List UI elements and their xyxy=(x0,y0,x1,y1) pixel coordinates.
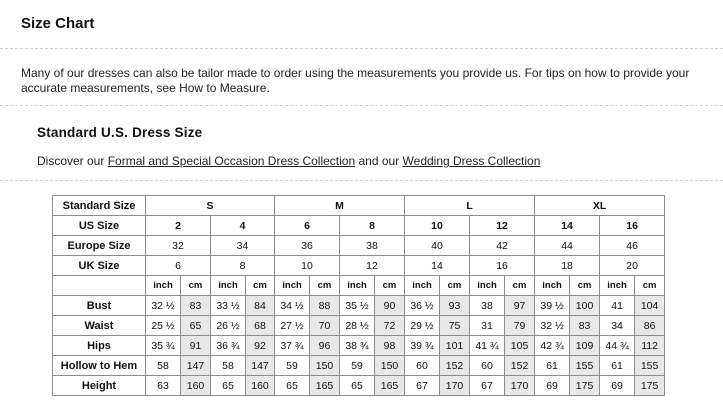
row-label: Standard Size xyxy=(53,196,146,216)
row-label: Hips xyxy=(53,336,146,356)
unit-inch: inch xyxy=(470,276,505,296)
size-value: 16 xyxy=(600,216,665,236)
size-value: 16 xyxy=(470,256,535,276)
uk-size-row xyxy=(53,256,665,276)
cm-value: 112 xyxy=(635,336,665,356)
size-value: 36 xyxy=(275,236,340,256)
unit-cm: cm xyxy=(440,276,470,296)
cm-value: 152 xyxy=(505,356,535,376)
cm-value: 170 xyxy=(440,376,470,396)
inch-value: 65 xyxy=(275,376,310,396)
cm-value: 147 xyxy=(181,356,211,376)
cm-value: 79 xyxy=(505,316,535,336)
inch-value: 39 ¾ xyxy=(405,336,440,356)
cm-value: 109 xyxy=(570,336,600,356)
unit-cm: cm xyxy=(505,276,535,296)
cm-value: 150 xyxy=(310,356,340,376)
size-chart-table xyxy=(52,195,665,396)
measurement-row xyxy=(53,296,665,316)
wedding-collection-link[interactable]: Wedding Dress Collection xyxy=(402,154,541,168)
inch-value: 44 ¾ xyxy=(600,336,635,356)
divider xyxy=(0,48,723,49)
inch-value: 34 ½ xyxy=(275,296,310,316)
inch-value: 60 xyxy=(470,356,505,376)
cm-value: 105 xyxy=(505,336,535,356)
units-row xyxy=(53,276,665,296)
inch-value: 65 xyxy=(211,376,246,396)
unit-cm: cm xyxy=(310,276,340,296)
size-value: 2 xyxy=(146,216,211,236)
row-label: US Size xyxy=(53,216,146,236)
europe-size-row xyxy=(53,236,665,256)
inch-value: 35 ¾ xyxy=(146,336,181,356)
unit-inch: inch xyxy=(275,276,310,296)
size-value: 34 xyxy=(211,236,275,256)
size-value: 42 xyxy=(470,236,535,256)
size-value: 14 xyxy=(405,256,470,276)
cm-value: 101 xyxy=(440,336,470,356)
row-label: UK Size xyxy=(53,256,146,276)
cm-value: 152 xyxy=(440,356,470,376)
row-label: Waist xyxy=(53,316,146,336)
size-value: 20 xyxy=(600,256,665,276)
inch-value: 63 xyxy=(146,376,181,396)
inch-value: 42 ¾ xyxy=(535,336,570,356)
cm-value: 90 xyxy=(375,296,405,316)
inch-value: 27 ½ xyxy=(275,316,310,336)
inch-value: 41 ¾ xyxy=(470,336,505,356)
inch-value: 29 ½ xyxy=(405,316,440,336)
inch-value: 34 xyxy=(600,316,635,336)
cm-value: 83 xyxy=(181,296,211,316)
size-value: 46 xyxy=(600,236,665,256)
unit-cm: cm xyxy=(181,276,211,296)
row-label: Bust xyxy=(53,296,146,316)
cm-value: 98 xyxy=(375,336,405,356)
inch-value: 38 ¾ xyxy=(340,336,375,356)
cm-value: 155 xyxy=(570,356,600,376)
unit-inch: inch xyxy=(340,276,375,296)
size-value: 10 xyxy=(405,216,470,236)
inch-value: 60 xyxy=(405,356,440,376)
size-value: 6 xyxy=(146,256,211,276)
and-our-text: and our xyxy=(358,154,400,168)
cm-value: 97 xyxy=(505,296,535,316)
size-value: 8 xyxy=(211,256,275,276)
unit-cm: cm xyxy=(635,276,665,296)
cm-value: 68 xyxy=(246,316,275,336)
cm-value: 70 xyxy=(310,316,340,336)
cm-value: 86 xyxy=(635,316,665,336)
cm-value: 175 xyxy=(635,376,665,396)
inch-value: 59 xyxy=(340,356,375,376)
unit-inch: inch xyxy=(211,276,246,296)
size-value: 6 xyxy=(275,216,340,236)
inch-value: 58 xyxy=(146,356,181,376)
size-group-l: L xyxy=(405,196,535,216)
inch-value: 69 xyxy=(600,376,635,396)
measurement-row xyxy=(53,316,665,336)
cm-value: 165 xyxy=(310,376,340,396)
size-value: 4 xyxy=(211,216,275,236)
cm-value: 96 xyxy=(310,336,340,356)
size-value: 8 xyxy=(340,216,405,236)
inch-value: 67 xyxy=(405,376,440,396)
cm-value: 75 xyxy=(440,316,470,336)
cm-value: 100 xyxy=(570,296,600,316)
size-value: 12 xyxy=(340,256,405,276)
collections-line xyxy=(37,154,540,168)
formal-collection-link[interactable]: Formal and Special Occasion Dress Collection xyxy=(107,154,356,168)
inch-value: 69 xyxy=(535,376,570,396)
inch-value: 37 ¾ xyxy=(275,336,310,356)
inch-value: 41 xyxy=(600,296,635,316)
cm-value: 72 xyxy=(375,316,405,336)
cm-value: 165 xyxy=(375,376,405,396)
size-value: 14 xyxy=(535,216,600,236)
inch-value: 32 ½ xyxy=(146,296,181,316)
inch-value: 35 ½ xyxy=(340,296,375,316)
cm-value: 150 xyxy=(375,356,405,376)
cm-value: 88 xyxy=(310,296,340,316)
measurement-row xyxy=(53,376,665,396)
cm-value: 147 xyxy=(246,356,275,376)
inch-value: 28 ½ xyxy=(340,316,375,336)
unit-cm: cm xyxy=(570,276,600,296)
page-title: Size Chart xyxy=(21,15,95,32)
cm-value: 93 xyxy=(440,296,470,316)
us-size-row xyxy=(53,216,665,236)
size-value: 32 xyxy=(146,236,211,256)
unit-inch: inch xyxy=(146,276,181,296)
measurement-row xyxy=(53,356,665,376)
divider xyxy=(0,180,723,181)
row-label: Europe Size xyxy=(53,236,146,256)
size-group-xl: XL xyxy=(535,196,665,216)
cm-value: 92 xyxy=(246,336,275,356)
inch-value: 25 ½ xyxy=(146,316,181,336)
inch-value: 67 xyxy=(470,376,505,396)
unit-cm: cm xyxy=(246,276,275,296)
cm-value: 83 xyxy=(570,316,600,336)
intro-text: Many of our dresses can also be tailor made to order using the measurements you provide us. For tips on how to provide your accurate measurements, see How to Measure. xyxy=(21,66,690,95)
inch-value: 38 xyxy=(470,296,505,316)
inch-value: 59 xyxy=(275,356,310,376)
cm-value: 160 xyxy=(181,376,211,396)
row-label: Hollow to Hem xyxy=(53,356,146,376)
header-row xyxy=(53,196,665,216)
discover-text: Discover our xyxy=(37,154,105,168)
inch-value: 32 ½ xyxy=(535,316,570,336)
size-value: 44 xyxy=(535,236,600,256)
unit-cm: cm xyxy=(375,276,405,296)
cm-value: 160 xyxy=(246,376,275,396)
inch-value: 65 xyxy=(340,376,375,396)
cm-value: 65 xyxy=(181,316,211,336)
inch-value: 36 ¾ xyxy=(211,336,246,356)
inch-value: 26 ½ xyxy=(211,316,246,336)
inch-value: 61 xyxy=(600,356,635,376)
cm-value: 104 xyxy=(635,296,665,316)
inch-value: 31 xyxy=(470,316,505,336)
cm-value: 175 xyxy=(570,376,600,396)
empty-cell xyxy=(53,276,146,296)
size-value: 10 xyxy=(275,256,340,276)
inch-value: 61 xyxy=(535,356,570,376)
row-label: Height xyxy=(53,376,146,396)
size-value: 40 xyxy=(405,236,470,256)
divider xyxy=(0,105,723,106)
size-group-s: S xyxy=(146,196,275,216)
measurement-row xyxy=(53,336,665,356)
cm-value: 170 xyxy=(505,376,535,396)
unit-inch: inch xyxy=(600,276,635,296)
cm-value: 84 xyxy=(246,296,275,316)
inch-value: 33 ½ xyxy=(211,296,246,316)
size-group-m: M xyxy=(275,196,405,216)
unit-inch: inch xyxy=(535,276,570,296)
size-value: 18 xyxy=(535,256,600,276)
size-value: 12 xyxy=(470,216,535,236)
inch-value: 36 ½ xyxy=(405,296,440,316)
unit-inch: inch xyxy=(405,276,440,296)
inch-value: 58 xyxy=(211,356,246,376)
size-value: 38 xyxy=(340,236,405,256)
cm-value: 91 xyxy=(181,336,211,356)
section-title: Standard U.S. Dress Size xyxy=(37,125,203,140)
cm-value: 155 xyxy=(635,356,665,376)
inch-value: 39 ½ xyxy=(535,296,570,316)
